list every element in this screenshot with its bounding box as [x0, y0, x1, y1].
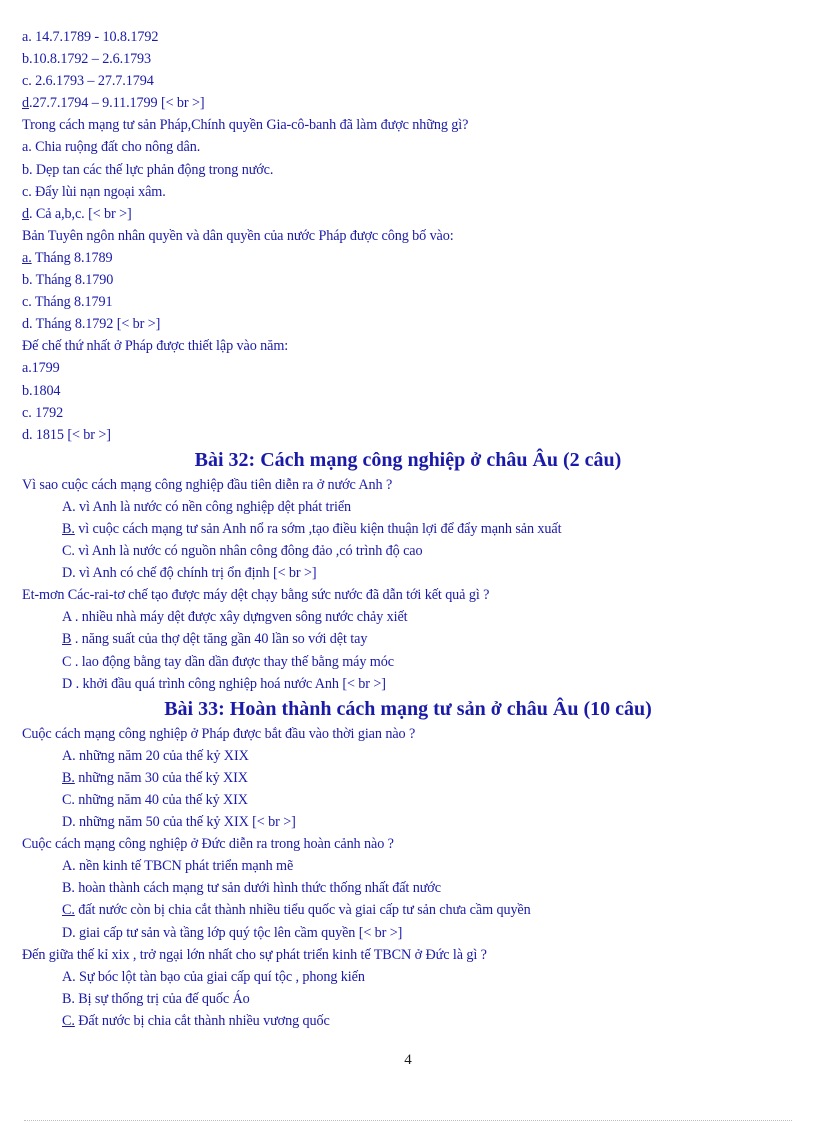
answer-option [22, 357, 794, 379]
answer-option [22, 159, 794, 181]
answer-option [22, 380, 794, 402]
answer-text: vì cuộc cách mạng tư sản Anh nổ ra sớm ,tạo điều kiện thuận lợi để đẩy mạnh sản xuất [74, 520, 562, 537]
answer-letter: B [62, 631, 72, 648]
answer-letter: d. [22, 316, 33, 333]
answer-text: 14.7.1789 - 10.8.1792 [31, 29, 159, 45]
answer-option [22, 562, 794, 584]
answer-text: . Cả a,b,c. [< br >] [29, 205, 132, 222]
answer-text: .27.7.1794 – 9.11.1799 [< br >] [29, 95, 205, 112]
answer-option [22, 988, 794, 1010]
answer-text: 1815 [< br >] [32, 426, 111, 443]
answer-letter: D. [62, 565, 76, 582]
answer-text: . khởi đầu quá trình công nghiệp hoá nước Anh [< br >] [72, 675, 386, 692]
lesson-heading: Bài 33: Hoàn thành cách mạng tư sản ở châu Âu (10 câu) [164, 697, 652, 720]
question-text: Vì sao cuộc cách mạng công nghiệp đầu tiên diễn ra ở nước Anh ? [22, 476, 393, 493]
answer-option [22, 203, 794, 225]
answer-letter: C. [62, 902, 75, 919]
answer-text: Tháng 8.1792 [< br >] [32, 316, 161, 333]
answer-option [22, 70, 794, 92]
answer-text: Bị sự thống trị của đế quốc Áo [74, 990, 250, 1007]
answer-letter: d [22, 205, 29, 222]
answer-option [22, 136, 794, 158]
answer-letter: D [62, 675, 73, 692]
answer-text: hoàn thành cách mạng tư sản dưới hình thức thống nhất đất nước [74, 880, 441, 897]
answer-option [22, 673, 794, 695]
answer-option [22, 922, 794, 944]
answer-text: những năm 30 của thế kỷ XIX [74, 769, 248, 786]
answer-letter: D. [62, 924, 76, 941]
answer-option [22, 496, 794, 518]
question-text: Cuộc cách mạng công nghiệp ở Pháp được bắt đầu vào thời gian nào ? [22, 725, 416, 742]
answer-text: đất nước còn bị chia cắt thành nhiều tiểu quốc và giai cấp tư sản chưa cầm quyền [74, 902, 531, 919]
page-number: 4 [404, 1052, 412, 1068]
answer-option [22, 789, 794, 811]
answer-option [22, 247, 794, 269]
answer-letter: C. [62, 1012, 75, 1029]
question-text: Bản Tuyên ngôn nhân quyền và dân quyền của nước Pháp được công bố vào: [22, 227, 454, 244]
answer-option [22, 518, 794, 540]
answer-letter: d. [22, 426, 33, 443]
answer-option [22, 651, 794, 673]
answer-letter: c. [22, 294, 32, 311]
answer-option [22, 745, 794, 767]
answer-letter: B. [62, 880, 75, 897]
answer-text: những năm 40 của thế kỷ XIX [74, 792, 248, 808]
page-bottom-border [24, 1120, 792, 1121]
answer-letter: A [62, 609, 72, 626]
question-text: Et-mơn Các-rai-tơ chế tạo được máy dệt chạy bằng sức nước đã dẫn tới kết quả gì ? [22, 587, 490, 604]
answer-text: Đất nước bị chia cắt thành nhiều vương quốc [74, 1012, 330, 1029]
answer-option [22, 811, 794, 833]
answer-text: Sự bóc lột tàn bạo của giai cấp quí tộc , phong kiến [75, 968, 365, 985]
answer-option [22, 291, 794, 313]
answer-option [22, 269, 794, 291]
answer-text: . nhiều nhà máy dệt được xây dựngven sông nước chảy xiết [71, 609, 408, 626]
answer-option [22, 855, 794, 877]
answer-option [22, 767, 794, 789]
answer-letter: b. [22, 272, 33, 289]
answer-text: giai cấp tư sản và tầng lớp quý tộc lên cầm quyền [< br >] [75, 924, 403, 941]
lesson-heading: Bài 32: Cách mạng công nghiệp ở châu Âu (2 câu) [194, 448, 622, 471]
answer-letter: B. [62, 769, 75, 786]
answer-text: Tháng 8.1791 [31, 294, 113, 311]
answer-letter: c. [22, 73, 32, 90]
answer-letter: a. [22, 139, 32, 156]
answer-letter: b. [22, 51, 33, 68]
answer-text: 1792 [31, 404, 64, 421]
answer-text: 10.8.1792 – 2.6.1793 [32, 51, 152, 68]
answer-letter: A. [62, 747, 76, 764]
answer-letter: C. [62, 543, 75, 560]
answer-letter: a. [22, 29, 32, 45]
answer-text: . lao động bằng tay dần dần được thay thế bằng máy móc [71, 653, 394, 670]
answer-text: Đẩy lùi nạn ngoại xâm. [31, 183, 166, 200]
answer-letter: B. [62, 520, 75, 537]
answer-text: vì Anh có chế độ chính trị ổn định [< br >] [75, 565, 317, 582]
answer-letter: A. [62, 858, 76, 875]
answer-text: vì Anh là nước có nền công nghiệp dệt phát triển [75, 498, 352, 515]
answer-option [22, 540, 794, 562]
answer-letter: A. [62, 968, 76, 985]
answer-text: Chia ruộng đất cho nông dân. [31, 139, 201, 156]
answer-option [22, 92, 794, 114]
answer-text: nền kinh tế TBCN phát triển mạnh mẽ [75, 858, 294, 875]
question-text: Trong cách mạng tư sản Pháp,Chính quyền Gia-cô-banh đã làm được những gì? [22, 117, 469, 134]
answer-text: . năng suất của thợ dệt tăng gần 40 lần so với dệt tay [71, 631, 368, 648]
question-text: Đế chế thứ nhất ở Pháp được thiết lập vào năm: [22, 338, 289, 355]
document-page [22, 26, 794, 1032]
answer-option [22, 424, 794, 446]
answer-option [22, 899, 794, 921]
answer-option [22, 628, 794, 650]
answer-letter: c. [22, 404, 32, 421]
answer-letter: D. [62, 814, 76, 831]
answer-letter: d [22, 95, 29, 112]
answer-letter: c. [22, 183, 32, 200]
answer-text: những năm 20 của thế kỷ XIX [75, 747, 249, 764]
answer-letter: a. [22, 360, 32, 377]
answer-option [22, 313, 794, 335]
answer-letter: B. [62, 990, 75, 1007]
answer-letter: b. [22, 382, 33, 399]
answer-option [22, 606, 794, 628]
answer-letter: b. [22, 161, 33, 178]
answer-option [22, 181, 794, 203]
answer-text: Tháng 8.1790 [32, 272, 114, 289]
answer-text: 2.6.1793 – 27.7.1794 [31, 73, 154, 90]
question-text: Đến giữa thế kỉ xix , trở ngại lớn nhất cho sự phát triển kinh tế TBCN ở Đức là gì ? [22, 946, 487, 963]
answer-text: Tháng 8.1789 [31, 249, 113, 266]
answer-letter: C. [62, 792, 75, 808]
answer-option [22, 402, 794, 424]
answer-text: 1799 [31, 360, 60, 377]
answer-option [22, 26, 794, 48]
answer-text: Dẹp tan các thế lực phản động trong nước. [32, 161, 274, 178]
answer-letter: A. [62, 498, 76, 515]
answer-option [22, 966, 794, 988]
answer-option [22, 1010, 794, 1032]
answer-letter: C [62, 653, 72, 670]
answer-option [22, 48, 794, 70]
answer-text: vì Anh là nước có nguồn nhân công đông đảo ,có trình độ cao [74, 543, 423, 560]
answer-text: 1804 [32, 382, 61, 399]
answer-option [22, 877, 794, 899]
question-text: Cuộc cách mạng công nghiệp ở Đức diễn ra trong hoàn cảnh nào ? [22, 836, 394, 853]
answer-text: những năm 50 của thế kỷ XIX [< br >] [75, 814, 296, 831]
answer-letter: a. [22, 249, 32, 266]
